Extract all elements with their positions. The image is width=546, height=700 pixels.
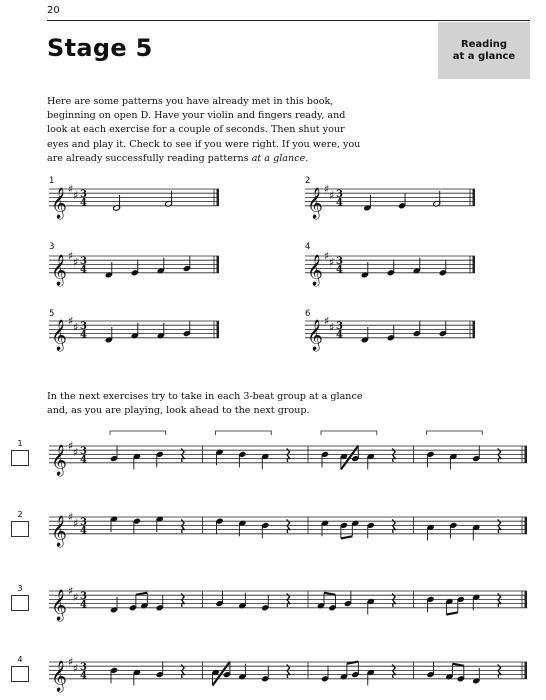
page-number: 20	[47, 5, 60, 16]
time-sig-top: 3	[80, 516, 87, 528]
short-staff	[49, 249, 219, 286]
header-rule	[47, 20, 530, 21]
intro-text: Here are some patterns you have already met in this book, beginning on open D. Have your violin and fingers ready, and look at each exercise for a couple of seconds. Then shut your eyes and play it. Check to see if you were right. If you were, you are already successfully reading patterns	[47, 96, 361, 164]
exercise-number: 1	[49, 176, 55, 186]
time-sig-bottom: 4	[336, 264, 343, 276]
time-sig-top: 3	[80, 320, 87, 332]
key-sharp-c: ♯	[73, 516, 79, 530]
long-staff	[49, 439, 527, 476]
time-sig-top: 3	[336, 255, 343, 267]
long-staff	[49, 510, 527, 547]
key-sharp-f: ♯	[68, 314, 74, 328]
final-barline-thick	[217, 321, 220, 338]
key-sharp-c: ♯	[73, 255, 79, 269]
exercise-number: 3	[17, 584, 23, 593]
key-sharp-c: ♯	[73, 188, 79, 202]
section-tab	[438, 22, 530, 79]
final-barline-thick	[525, 591, 528, 608]
treble-clef: 𝄞	[51, 515, 67, 547]
final-barline-thick	[217, 189, 220, 206]
key-sharp-f: ♯	[68, 510, 74, 524]
intro-text-end: .	[305, 152, 309, 164]
key-sharp-c: ♯	[329, 255, 335, 269]
long-staff	[49, 584, 527, 621]
short-staff	[49, 182, 219, 219]
treble-clef: 𝄞	[307, 319, 323, 351]
short-staff	[305, 314, 475, 351]
exercise-number: 5	[49, 309, 55, 319]
page-title: Stage 5	[47, 34, 153, 62]
beam	[452, 664, 463, 666]
exercise-number: 3	[49, 242, 55, 252]
short-staff	[305, 249, 475, 286]
key-sharp-f: ♯	[324, 249, 330, 263]
exercise-checkbox[interactable]	[11, 583, 29, 611]
exercise-checkbox[interactable]	[11, 509, 29, 537]
key-sharp-c: ♯	[73, 445, 79, 459]
treble-clef: 𝄞	[51, 187, 67, 219]
treble-clef: 𝄞	[51, 319, 67, 351]
group-bracket	[110, 431, 166, 435]
key-sharp-c: ♯	[73, 661, 79, 675]
time-sig-top: 3	[80, 445, 87, 457]
treble-clef: 𝄞	[51, 589, 67, 621]
final-barline-thick	[525, 517, 528, 534]
time-sig-bottom: 4	[336, 329, 343, 341]
exercise-number: 2	[305, 176, 311, 186]
final-barline-thick	[473, 189, 476, 206]
intro-emphasis: at a glance	[251, 152, 306, 164]
time-sig-bottom: 4	[80, 264, 87, 276]
time-sig-bottom: 4	[80, 454, 87, 466]
beam	[446, 612, 457, 614]
key-sharp-f: ♯	[68, 182, 74, 196]
key-sharp-c: ♯	[329, 188, 335, 202]
group-bracket	[427, 431, 483, 435]
time-sig-top: 3	[80, 661, 87, 673]
time-sig-top: 3	[80, 255, 87, 267]
exercise-checkbox[interactable]	[11, 438, 29, 466]
time-sig-bottom: 4	[80, 670, 87, 682]
key-sharp-f: ♯	[68, 655, 74, 669]
treble-clef: 𝄞	[51, 444, 67, 476]
treble-clef: 𝄞	[51, 660, 67, 692]
group-bracket	[321, 431, 377, 435]
short-staff	[305, 182, 475, 219]
time-sig-top: 3	[336, 320, 343, 332]
final-barline-thick	[525, 446, 528, 463]
time-sig-top: 3	[80, 590, 87, 602]
exercise-number: 4	[17, 655, 23, 664]
key-sharp-f: ♯	[324, 182, 330, 196]
short-staff	[49, 314, 219, 351]
exercise-number: 2	[17, 510, 23, 519]
final-barline-thick	[217, 256, 220, 273]
time-sig-bottom: 4	[80, 525, 87, 537]
exercise-checkbox[interactable]	[11, 654, 29, 682]
beam	[136, 593, 147, 595]
key-sharp-c: ♯	[73, 320, 79, 334]
time-sig-top: 3	[80, 188, 87, 200]
beam	[324, 593, 335, 595]
key-sharp-f: ♯	[68, 584, 74, 598]
key-sharp-c: ♯	[329, 320, 335, 334]
exercise-number: 1	[17, 439, 23, 448]
treble-clef: 𝄞	[307, 254, 323, 286]
final-barline-thick	[525, 662, 528, 679]
section-tab-line1: Reading	[460, 38, 508, 50]
final-barline-thick	[473, 256, 476, 273]
intro-paragraph	[47, 95, 367, 166]
exercise-number: 6	[305, 309, 311, 319]
time-sig-bottom: 4	[336, 197, 343, 209]
exercise-number: 4	[305, 242, 311, 252]
section-tab-line2: at a glance	[452, 50, 516, 62]
group-bracket	[216, 431, 272, 435]
time-sig-bottom: 4	[80, 197, 87, 209]
tick-box[interactable]	[11, 666, 29, 682]
time-sig-top: 3	[336, 188, 343, 200]
instructions-paragraph: In the next exercises try to take in each 3-beat group at a glance and, as you are playing, look ahead to the next group.	[47, 391, 363, 417]
time-sig-bottom: 4	[80, 329, 87, 341]
tick-box[interactable]	[11, 450, 29, 466]
long-staff	[49, 655, 527, 692]
tick-box[interactable]	[11, 595, 29, 611]
key-sharp-f: ♯	[324, 314, 330, 328]
time-sig-bottom: 4	[80, 599, 87, 611]
treble-clef: 𝄞	[51, 254, 67, 286]
final-barline-thick	[473, 321, 476, 338]
key-sharp-f: ♯	[68, 249, 74, 263]
treble-clef: 𝄞	[307, 187, 323, 219]
key-sharp-f: ♯	[68, 439, 74, 453]
tick-box[interactable]	[11, 521, 29, 537]
key-sharp-c: ♯	[73, 590, 79, 604]
beam	[341, 536, 352, 538]
